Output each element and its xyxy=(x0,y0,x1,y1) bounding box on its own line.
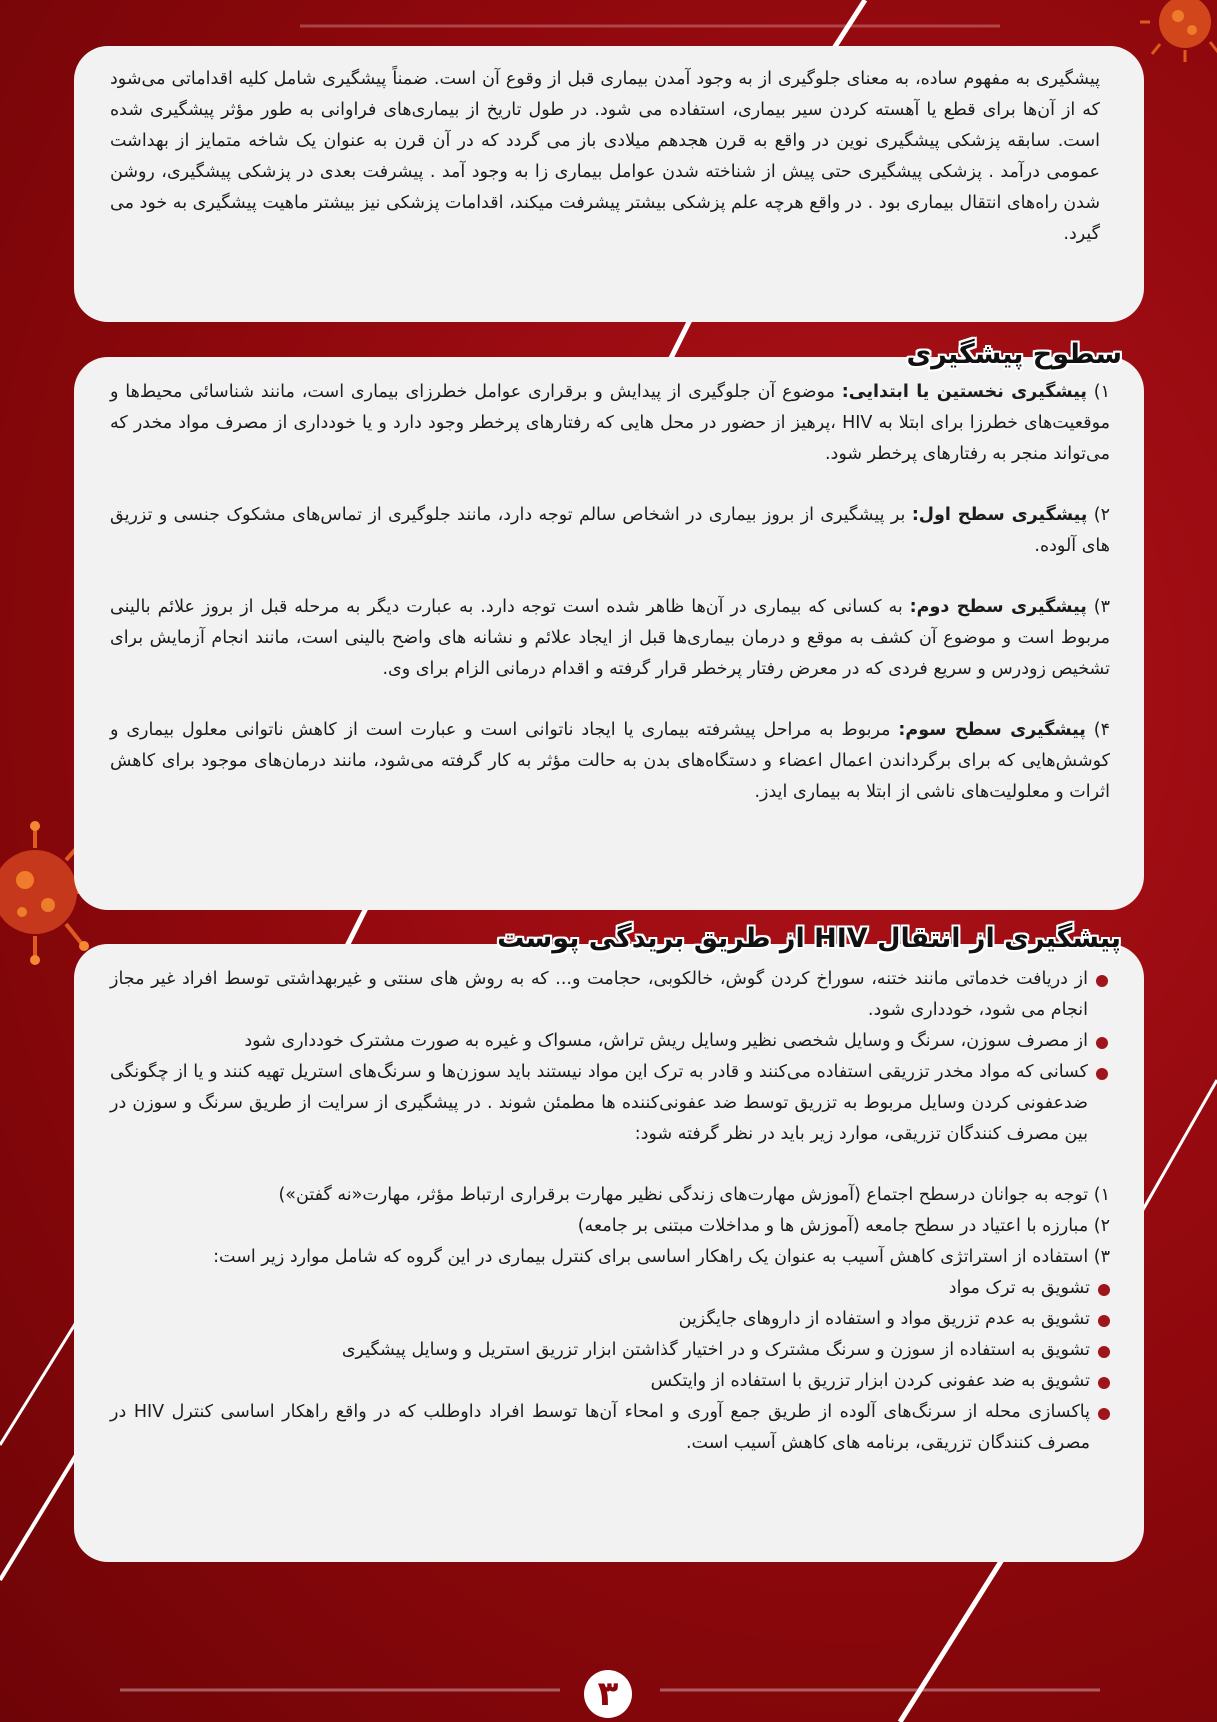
list-item: تشویق به عدم تزریق مواد و استفاده از داروهای جایگزین xyxy=(110,1304,1110,1335)
intro-card xyxy=(74,46,1144,322)
item-text: توجه به جوانان درسطح اجتماع (آموزش مهارت‌های زندگی نظیر مهارت برقراری ارتباط مؤثر، مهارت«نه گفتن») xyxy=(278,1185,1089,1205)
level-title: پیشگیری سطح اول: xyxy=(911,505,1088,525)
list-item: تشویق به ضد عفونی کردن ابزار تزریق با استفاده از وایتکس xyxy=(110,1366,1110,1397)
level-item-1 xyxy=(110,377,1110,470)
level-number: ۳) xyxy=(1093,597,1110,617)
level-text: موضوع آن جلوگیری از پیدایش و برقراری عوامل خطرزای بیماری است، مانند شناسائی محیط‌ها و موقعیت‌های خطرزا برای ابتلا به HIV ،پرهیز از حضور در محل هایی که رفتارهای پرخطر وجود دارد و یا خودداری از مصرف مواد مخدر که می‌تواند منجر به رفتارهای پرخطر شود. xyxy=(110,382,1110,464)
section-heading-hiv: پیشگیری از انتقال HIV از طریق بریدگی پوست xyxy=(497,923,1121,954)
level-title: پیشگیری سطح دوم: xyxy=(909,597,1087,617)
virus-icon xyxy=(1130,0,1217,80)
level-number: ۱) xyxy=(1093,382,1111,402)
level-title: پیشگیری نخستین یا ابتدایی: xyxy=(841,382,1087,402)
level-text: به کسانی که بیماری در آن‌ها ظاهر شده است توجه دارد. به عبارت دیگر به مرحله قبل از بروز علائم بالینی مربوط است و موضوع آن کشف به موقع و درمان بیماری‌ها قبل از ایجاد علائم و نشانه های واضح بالینی است، مانند انجام آزمایش برای تشخیص زودرس و سریع فردی که در معرض رفتار پرخطر قرار گرفته و اقدام درمانی الزام برای وی. xyxy=(110,597,1110,679)
list-item: تشویق به استفاده از سوزن و سرنگ مشترک و در اختیار گذاشتن ابزار تزریق استریل و وسایل پیشگیری xyxy=(110,1335,1110,1366)
item-number: ۲) xyxy=(1093,1216,1110,1236)
list-item: از مصرف سوزن، سرنگ و وسایل شخصی نظیر وسایل ریش تراش، مسواک و غیره به صورت مشترک خودداری شود xyxy=(110,1026,1110,1057)
level-number: ۲) xyxy=(1093,505,1110,525)
item-text: استفاده از استراتژی کاهش آسیب به عنوان یک راهکار اساسی برای کنترل بیماری در این گروه که شامل موارد زیر است: xyxy=(213,1247,1089,1267)
section-heading-levels: سطوح پیشگیری xyxy=(906,339,1122,370)
list-item: تشویق به ترک مواد xyxy=(110,1273,1110,1304)
numbered-item xyxy=(110,1242,1110,1273)
item-number: ۱) xyxy=(1093,1185,1110,1205)
level-item-2 xyxy=(110,500,1110,562)
level-text: بر پیشگیری از بروز بیماری در اشخاص سالم توجه دارد، مانند جلوگیری از تماس‌های مشکوک جنسی و تزریق های آلوده. xyxy=(110,505,1110,556)
hiv-bullet-list xyxy=(110,964,1110,1150)
prevention-levels-card xyxy=(74,357,1144,910)
page-number: ۳ xyxy=(584,1670,632,1718)
hiv-prevention-card xyxy=(74,944,1144,1562)
level-item-3 xyxy=(110,592,1110,685)
item-text: مبارزه با اعتیاد در سطح جامعه (آموزش ها و مداخلات مبتنی بر جامعه) xyxy=(577,1216,1089,1236)
intro-paragraph: پیشگیری به مفهوم ساده، به معنای جلوگیری از به وجود آمدن بیماری قبل از وقوع آن است. ضمناً پیشگیری شامل کلیه اقداماتی می‌شود که از آن‌ها برای قطع یا آهسته کردن سیر بیماری، استفاده می شود. در طول تاریخ از بیماری‌های فراوانی به طور مؤثر پیشگیری شده است. سابقه پزشکی پیشگیری نوین در واقع به قرن هجدهم میلادی باز می گردد که در آن قرن به عنوان یک شاخه متمایز از بهداشت عمومی درآمد . پزشکی پیشگیری حتی پیش از شناخته شدن عوامل بیماری زا به وجود آمد . پیشرفت بعدی در پزشکی پیشگیری، روشن شدن راه‌های انتقال بیماری بود . در واقع هرچه علم پزشکی بیشتر پیشرفت میکند، اقدامات پزشکی نیز بیشتر ماهیت پیشگیری به خود می گیرد. xyxy=(110,69,1100,244)
item-number: ۳) xyxy=(1093,1247,1110,1267)
level-title: پیشگیری سطح سوم: xyxy=(898,720,1086,740)
numbered-item xyxy=(110,1180,1110,1211)
level-text: مربوط به مراحل پیشرفته بیماری یا ایجاد ناتوانی است و عبارت است از کاهش ناتوانی معلول بیماری و کوشش‌هایی که برای برگرداندن اعمال اعضاء و دستگاه‌های بدن به حالت مؤثر به کار گرفته می‌شود، مانند درمان‌های موجود برای کاهش اثرات و معلولیت‌های ناشی از ابتلا به بیماری ایدز. xyxy=(110,720,1110,802)
list-item: از دریافت خدماتی مانند ختنه، سوراخ کردن گوش، خالکوبی، حجامت و... که به روش های سنتی و غیربهداشتی توسط افراد غیر مجاز انجام می شود، خودداری شود. xyxy=(110,964,1110,1026)
level-number: ۴) xyxy=(1093,720,1110,740)
hiv-numbered-list xyxy=(110,1180,1110,1273)
list-item: پاکسازی محله از سرنگ‌های آلوده از طریق جمع آوری و امحاء آن‌ها توسط افراد داوطلب که در واقع راهکار اساسی کنترل HIV در مصرف کنندگان تزریقی، برنامه های کاهش آسیب است. xyxy=(110,1397,1110,1459)
numbered-item xyxy=(110,1211,1110,1242)
harm-reduction-list xyxy=(110,1273,1110,1459)
level-item-4 xyxy=(110,715,1110,808)
list-item: کسانی که مواد مخدر تزریقی استفاده می‌کنند و قادر به ترک این مواد نیستند باید سوزن‌ها و سرنگ‌های استریل تهیه کنند و یا از چگونگی ضدعفونی کردن وسایل مربوط به تزریق توسط ضد عفونی‌کننده ها مطمئن شوند . در پیشگیری از سرایت از طریق سرنگ و سوزن در بین مصرف کنندگان تزریقی، موارد زیر باید در نظر گرفته شود: xyxy=(110,1057,1110,1150)
